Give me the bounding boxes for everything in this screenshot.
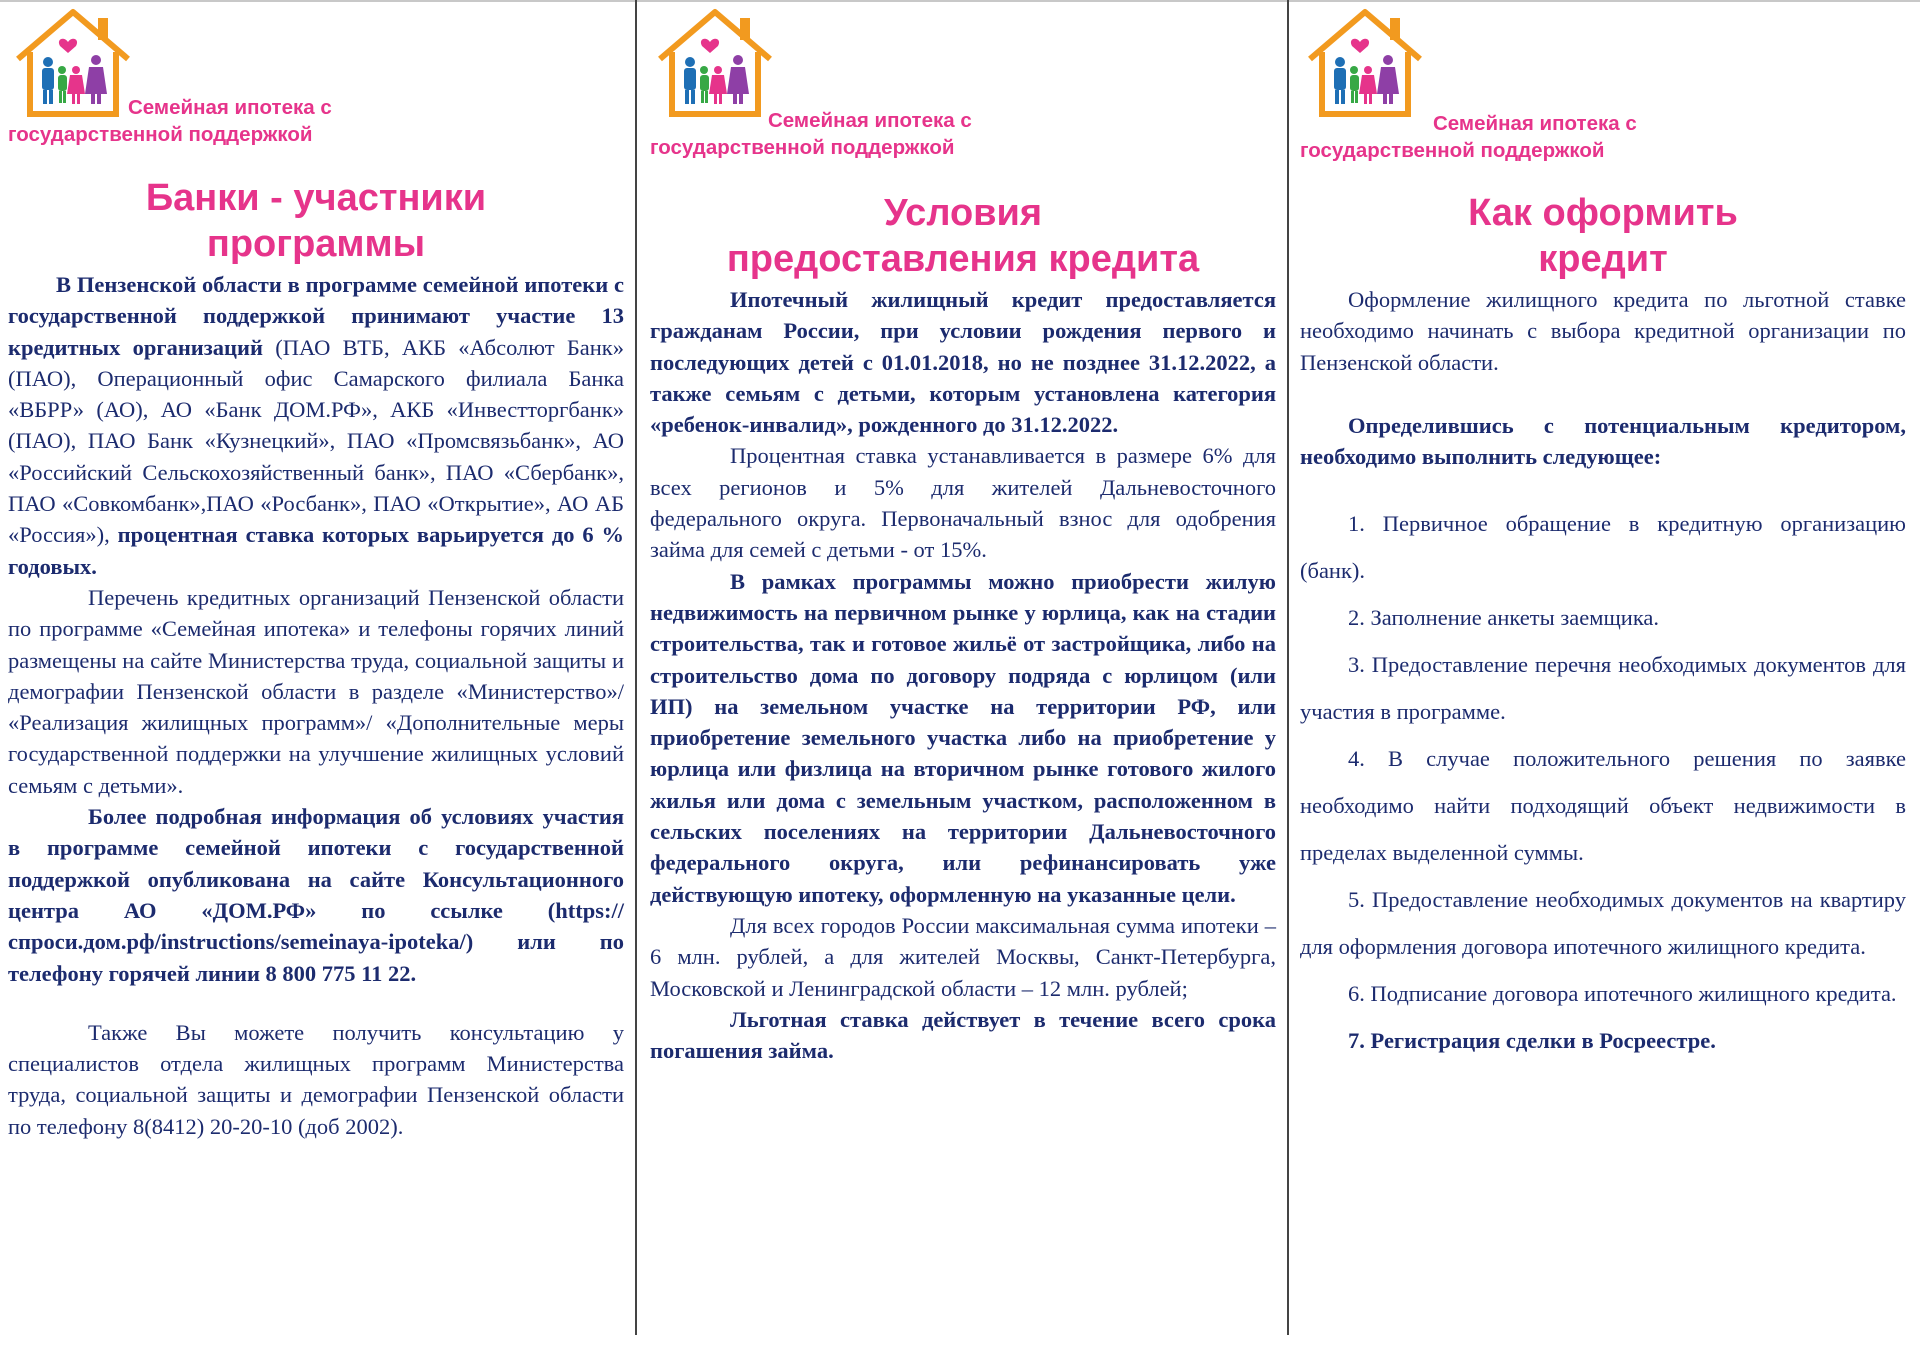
family-house-logo-icon [1300,4,1430,119]
logo-caption [650,134,954,161]
list-item: 1. Первичное обращение в кредитную организацию (банк). [1300,511,1906,584]
column-title [1300,190,1906,282]
list-item: 6. Подписание договора ипотечного жилищного кредита. [1348,981,1897,1007]
list-item: 4. В случае положительного решения по заявке необходимо найти подходящий объект недвижимости в пределах выделенной суммы. [1300,746,1906,866]
banks-rate: процентная ставка которых варьируется до 6 % годовых. [8,522,625,579]
column-title-line2: предоставления кредита [726,238,1200,280]
max-sum-paragraph: Для всех городов России максимальная сумма ипотеки – 6 млн. рублей, а для жителей Москвы, Санкт-Петербурга, Московской и Ленинградской области – 12 млн. рублей; [650,912,1276,1001]
logo-caption-line1: Семейная ипотека с [128,96,332,119]
logo-caption-line2: государственной поддержкой [8,123,313,146]
logo-caption [1300,137,1604,164]
eligibility-paragraph: Ипотечный жилищный кредит предоставляется гражданам России, при условии рождения первого и последующих детей с 01.01.2018, но не позднее 31.12.2022, а также семьям с детьми, которым установлена категория «ребенок-инвалид», рожденного до 31.12.2022. [650,287,1276,438]
property-paragraph: В рамках программы можно приобрести жилую недвижимость на первичном рынке у юрлица, как на стадии строительства, так и готовое жильё от застройщика, либо на строительство дома по договору подряда с юрлицом (или ИП) на земельном участке на территории РФ, или приобретение земельного участка либо на приобретение у юрлица или физлица на вторичном рынке готового жилого жилья или дома с земельным участком, расположенном в сельских поселениях на территории Дальневосточного федерального округа, или рефинансировать уже действующую ипотеку, оформленную на указанные цели. [650,568,1276,907]
more-info-paragraph: Более подробная информация об условиях участия в программе семейной ипотеки с государственной поддержкой опубликована на сайте Консультационного центра АО «ДОМ.РФ» по ссылке (https://спроси.дом.рф/instructions/semeinaya-ipoteka/) или по телефону горячей линии 8 800 775 11 22. [8,804,624,986]
logo-caption [768,107,972,134]
rate-term-paragraph: Льготная ставка действует в течение всего срока погашения займа. [650,1006,1276,1064]
column-title-line1: Как оформить [1468,192,1738,234]
column-title-line1: Условия [883,192,1043,234]
logo-block [8,0,624,175]
logo-caption [128,94,332,121]
logo-caption [8,121,312,148]
banks-intro: В Пензенской области в программе семейной ипотеки с государственной поддержкой принимают участие 13 кредитных организаций [8,272,624,360]
list-item: 7. Регистрация сделки в Росреестре. [1348,1028,1716,1054]
column-title [8,175,624,267]
steps-list [1300,500,1906,1064]
rate-paragraph: Процентная ставка устанавливается в размере 6% для всех регионов и 5% для жителей Дальневосточного федерального округа. Первоначальный взнос для одобрения займа для семей с детьми - от 15%. [650,443,1276,563]
logo-caption-line2: государственной поддержкой [650,136,955,159]
column-title-line1: Банки - участники [145,177,487,219]
family-house-logo-icon [650,4,780,119]
logo-caption [1433,110,1637,137]
column-divider [1287,0,1289,1335]
banks-list: (ПАО ВТБ, АКБ «Абсолют Банк» (ПАО), Операционный офис Самарского филиала Банка «ВБРР» (АО), АО «Банк ДОМ.РФ», АКБ «Инвестторгбанк» (ПАО), ПАО Банк «Кузнецкий», ПАО «Промсвязьбанк», АО «Российский Сельскохозяйственный банк», ПАО «Сбербанк», ПАО «Совкомбанк»,ПАО «Росбанк», ПАО «Открытие», АО АБ «Россия»), [8,334,624,548]
consultation-paragraph: Также Вы можете получить консультацию у специалистов отдела жилищных программ Министерства труда, социальной защиты и демографии Пензенской области по телефону 8(8412) 20-20-10 (доб 2002). [8,1019,624,1139]
column-conditions [650,0,1276,1335]
banks-list-paragraph: Перечень кредитных организаций Пензенской области по программе «Семейная ипотека» и телефоны горячих линий размещены на сайте Министерства труда, социальной защиты и демографии Пензенской области в разделе «Министерство»/ «Реализация жилищных программ»/ «Дополнительные меры государственной поддержки на улучшение жилищных условий семьям с детьми». [8,584,624,798]
list-item: 3. Предоставление перечня необходимых документов для участия в программе. [1300,652,1906,725]
list-item: 2. Заполнение анкеты заемщика. [1348,605,1660,631]
family-house-logo-icon [8,4,138,119]
column-title [650,190,1276,282]
column-banks [8,0,624,1335]
logo-block [1300,0,1906,190]
list-item: 5. Предоставление необходимых документов на квартиру для оформления договора ипотечного жилищного кредита. [1300,887,1906,960]
column-title-line2: программы [206,223,426,265]
logo-caption-line1: Семейная ипотека с [768,109,972,132]
logo-block [650,0,1276,190]
column-how-to [1300,0,1906,1335]
column-divider [635,0,637,1335]
logo-caption-line1: Семейная ипотека с [1433,112,1637,135]
logo-caption-line2: государственной поддержкой [1300,139,1605,162]
column-title-line2: кредит [1538,238,1668,280]
banks-paragraph [8,269,624,582]
start-paragraph: Оформление жилищного кредита по льготной ставке необходимо начинать с выбора кредитной организации по Пензенской области. [1300,287,1906,375]
next-steps-paragraph: Определившись с потенциальным кредитором, необходимо выполнить следующее: [1300,412,1906,470]
